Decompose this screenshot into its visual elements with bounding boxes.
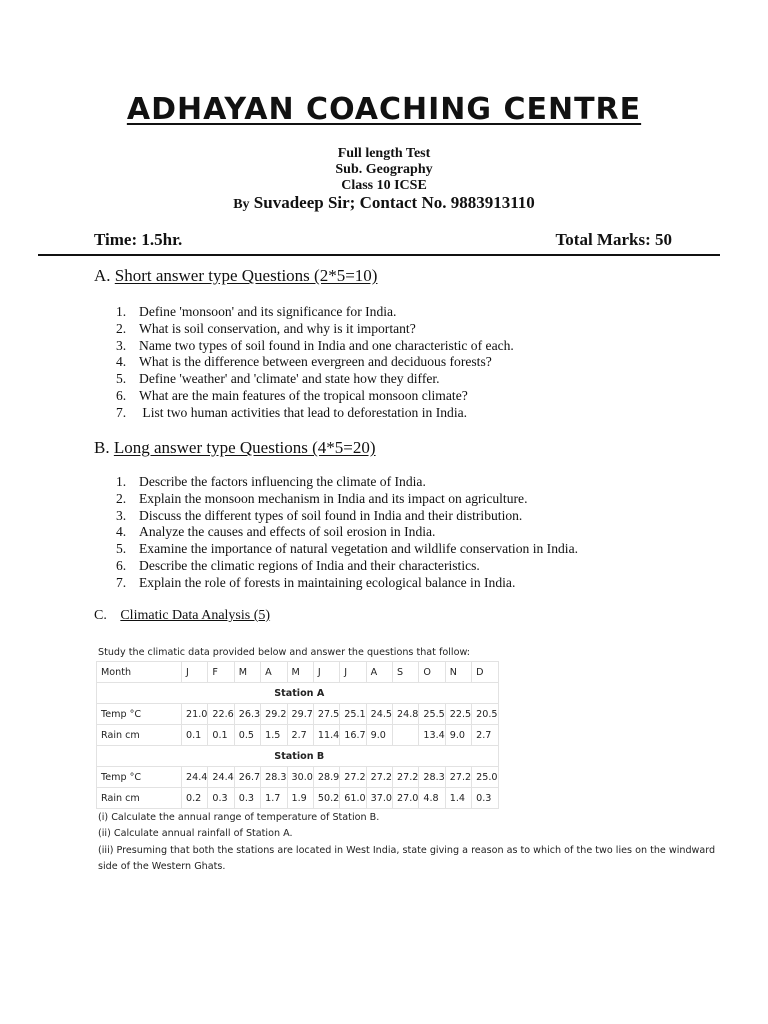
temp-label: Temp °C: [97, 767, 182, 788]
question-text: Define 'weather' and 'climate' and state how they differ.: [139, 371, 440, 387]
station-a-rain-cell: 0.5: [234, 725, 260, 746]
station-b-temp-cell: 24.4: [182, 767, 208, 788]
month-cell: A: [366, 662, 392, 683]
by-prefix: By: [233, 197, 250, 212]
station-b-temp-cell: 27.2: [340, 767, 366, 788]
section-letter: A.: [94, 266, 111, 285]
question-number: 7.: [116, 574, 127, 590]
station-a-rain-cell: 9.0: [445, 725, 471, 746]
rain-label: Rain cm: [97, 725, 182, 746]
station-b-rain-cell: 61.0: [340, 788, 366, 809]
station-b-temp-cell: 27.2: [393, 767, 419, 788]
question-number: 4.: [116, 354, 127, 370]
analysis-question: side of the Western Ghats.: [98, 861, 226, 872]
station-b-temp-cell: 28.3: [261, 767, 287, 788]
station-b-rain-cell: 1.9: [287, 788, 313, 809]
question-text: Name two types of soil found in India and one characteristic of each.: [139, 337, 514, 353]
month-cell: M: [234, 662, 260, 683]
time-label: Time: 1.5hr.: [94, 230, 183, 249]
station-b-temp-cell: 27.2: [445, 767, 471, 788]
question-number: 1.: [116, 304, 127, 319]
section-a-questions: [116, 304, 514, 422]
station-a-rain-cell: 0.1: [208, 725, 234, 746]
station-b-heading: Station B: [97, 746, 499, 767]
section-c-title: [94, 608, 270, 624]
section-heading: Climatic Data Analysis (5): [120, 608, 271, 623]
question-text: What is soil conservation, and why is it important?: [139, 320, 416, 336]
month-label: Month: [97, 662, 182, 683]
station-a-temp-cell: 26.3: [234, 704, 260, 725]
question-text: Discuss the different types of soil found in India and their distribution.: [139, 507, 523, 523]
question-text: Define 'monsoon' and its significance for India.: [139, 304, 397, 319]
station-a-temp-cell: 25.5: [419, 704, 445, 725]
table-row: [97, 704, 499, 725]
question-text: What are the main features of the tropical monsoon climate?: [139, 387, 468, 403]
station-b-rain-cell: 1.7: [261, 788, 287, 809]
question-number: 7.: [116, 404, 127, 420]
temp-label: Temp °C: [97, 704, 182, 725]
question-number: 3.: [116, 337, 127, 353]
station-a-rain-cell: 9.0: [366, 725, 392, 746]
question-text: Describe the climatic regions of India and their characteristics.: [139, 557, 480, 573]
question-item: [116, 321, 514, 338]
station-b-rain-cell: 0.3: [208, 788, 234, 809]
table-row: [97, 746, 499, 767]
class-label: Class 10 ICSE: [341, 178, 427, 193]
question-item: [116, 354, 514, 371]
section-b-title: [94, 438, 376, 458]
station-a-temp-cell: 24.8: [393, 704, 419, 725]
rain-label: Rain cm: [97, 788, 182, 809]
station-a-rain-cell: 2.7: [472, 725, 498, 746]
table-row: [97, 725, 499, 746]
station-b-temp-cell: 27.2: [366, 767, 392, 788]
climate-data-table: [96, 661, 499, 809]
question-number: 4.: [116, 524, 127, 540]
page-title: ADHAYAN COACHING CENTRE: [126, 92, 642, 127]
question-text: Explain the monsoon mechanism in India and its impact on agriculture.: [139, 490, 528, 506]
section-b-questions: [116, 474, 578, 592]
station-a-temp-cell: 22.6: [208, 704, 234, 725]
question-item: [116, 371, 514, 388]
question-number: 6.: [116, 557, 127, 573]
station-a-temp-cell: 22.5: [445, 704, 471, 725]
question-number: 3.: [116, 507, 127, 523]
question-number: 5.: [116, 541, 127, 557]
question-item: [116, 304, 514, 321]
analysis-question: (i) Calculate the annual range of temperature of Station B.: [98, 812, 380, 823]
question-number: 1.: [116, 474, 127, 489]
station-b-rain-cell: 50.2: [313, 788, 339, 809]
month-cell: J: [313, 662, 339, 683]
analysis-question: (ii) Calculate annual rainfall of Station A.: [98, 828, 293, 839]
table-row: [97, 662, 499, 683]
analysis-question: (iii) Presuming that both the stations are located in West India, state giving a reason as to which of the two lies on the windward: [98, 845, 716, 856]
month-cell: J: [182, 662, 208, 683]
subject: Sub. Geography: [335, 162, 433, 177]
table-row: [97, 683, 499, 704]
section-letter: C.: [94, 608, 107, 623]
station-a-temp-cell: 20.5: [472, 704, 498, 725]
station-a-rain-cell: 0.1: [182, 725, 208, 746]
byline: [0, 193, 768, 213]
station-a-rain-cell: 11.4: [313, 725, 339, 746]
question-number: 2.: [116, 490, 127, 506]
month-cell: F: [208, 662, 234, 683]
month-cell: N: [445, 662, 471, 683]
section-heading: Long answer type Questions (4*5=20): [113, 438, 376, 457]
question-item: [116, 474, 578, 491]
data-intro: Study the climatic data provided below and answer the questions that follow:: [98, 647, 470, 658]
station-b-rain-cell: 1.4: [445, 788, 471, 809]
question-item: [116, 524, 578, 541]
station-a-heading: Station A: [97, 683, 499, 704]
station-b-rain-cell: 4.8: [419, 788, 445, 809]
month-cell: S: [393, 662, 419, 683]
total-marks-label: Total Marks: 50: [555, 230, 672, 249]
station-b-rain-cell: 0.3: [234, 788, 260, 809]
station-a-rain-cell: 2.7: [287, 725, 313, 746]
test-name: Full length Test: [337, 146, 431, 161]
station-a-temp-cell: 25.1: [340, 704, 366, 725]
question-item: [116, 575, 578, 592]
question-item: [116, 558, 578, 575]
month-cell: A: [261, 662, 287, 683]
question-item: [116, 388, 514, 405]
station-b-temp-cell: 25.0: [472, 767, 498, 788]
question-item: [116, 541, 578, 558]
station-b-rain-cell: 0.3: [472, 788, 498, 809]
question-text: Examine the importance of natural vegetation and wildlife conservation in India.: [139, 541, 579, 557]
header-divider: [38, 254, 720, 256]
question-number: 6.: [116, 387, 127, 403]
question-item: [116, 491, 578, 508]
question-text: List two human activities that lead to deforestation in India.: [139, 404, 468, 420]
teacher-contact: Suvadeep Sir; Contact No. 9883913110: [253, 193, 535, 212]
question-text: Describe the factors influencing the climate of India.: [139, 474, 426, 489]
question-text: Explain the role of forests in maintaining ecological balance in India.: [139, 574, 516, 590]
month-cell: J: [340, 662, 366, 683]
station-a-temp-cell: 29.7: [287, 704, 313, 725]
section-letter: B.: [94, 438, 110, 457]
month-cell: M: [287, 662, 313, 683]
station-b-rain-cell: 37.0: [366, 788, 392, 809]
station-a-temp-cell: 21.0: [182, 704, 208, 725]
question-item: [116, 508, 578, 525]
month-cell: O: [419, 662, 445, 683]
table-row: [97, 788, 499, 809]
question-text: Analyze the causes and effects of soil erosion in India.: [139, 524, 436, 540]
station-b-temp-cell: 26.7: [234, 767, 260, 788]
station-a-temp-cell: 24.5: [366, 704, 392, 725]
station-b-temp-cell: 24.4: [208, 767, 234, 788]
question-number: 5.: [116, 371, 127, 387]
station-b-temp-cell: 28.3: [419, 767, 445, 788]
table-row: [97, 767, 499, 788]
station-a-rain-cell: 1.5: [261, 725, 287, 746]
station-b-rain-cell: 27.0: [393, 788, 419, 809]
question-text: What is the difference between evergreen and deciduous forests?: [139, 354, 492, 370]
station-a-rain-cell: 16.7: [340, 725, 366, 746]
section-a-title: [94, 266, 377, 286]
question-item: [116, 338, 514, 355]
station-b-temp-cell: 30.0: [287, 767, 313, 788]
station-a-temp-cell: 29.2: [261, 704, 287, 725]
station-b-rain-cell: 0.2: [182, 788, 208, 809]
section-heading: Short answer type Questions (2*5=10): [114, 266, 378, 285]
month-cell: D: [472, 662, 498, 683]
station-a-temp-cell: 27.5: [313, 704, 339, 725]
question-number: 2.: [116, 320, 127, 336]
question-item: [116, 405, 514, 422]
station-a-rain-cell: [393, 725, 419, 746]
station-a-rain-cell: 13.4: [419, 725, 445, 746]
station-b-temp-cell: 28.9: [313, 767, 339, 788]
